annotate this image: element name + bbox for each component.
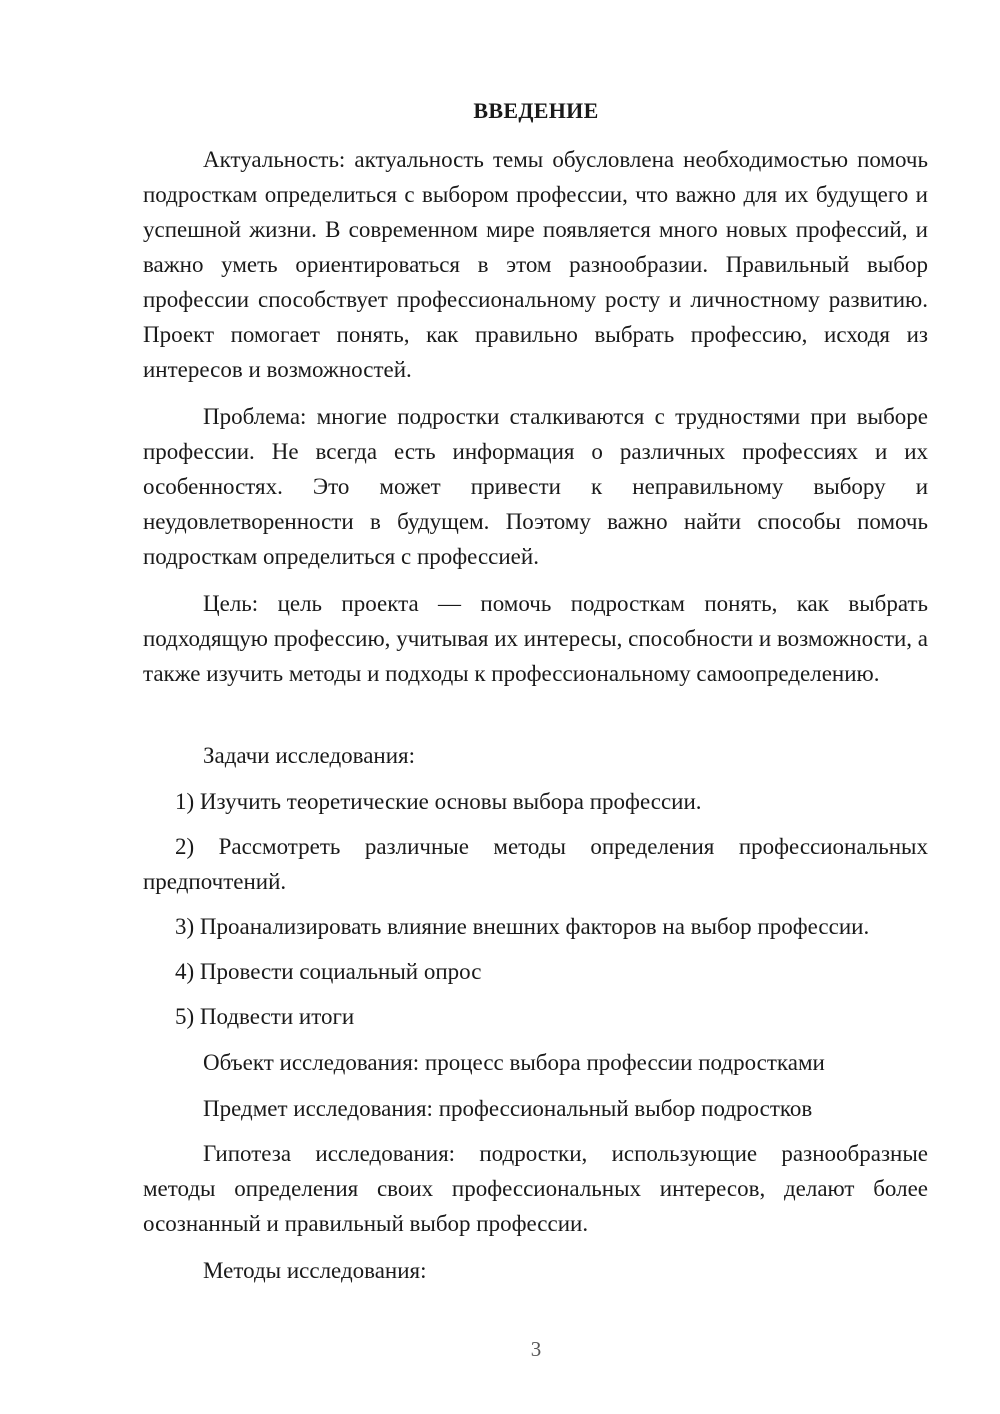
task-item: 2) Рассмотреть различные методы определения профессиональных предпочтений. [143, 834, 928, 894]
tasks-title: Задачи исследования: [203, 743, 416, 768]
task-item: 4) Провести социальный опрос [175, 959, 482, 984]
task-item: 5) Подвести итоги [175, 1004, 355, 1029]
task-item: 3) Проанализировать влияние внешних факторов на выбор профессии. [175, 914, 870, 939]
task-item: 1) Изучить теоретические основы выбора профессии. [175, 789, 702, 814]
methods-title: Методы исследования: [203, 1258, 427, 1283]
relevance-paragraph: Актуальность: актуальность темы обусловлена необходимостью помочь подросткам определиться с выбором профессии, что важно для их будущего и успешной жизни. В современном мире появляется много новых профессий, и важно уметь ориентироваться в этом разнообразии. Правильный выбор профессии способствует профессиональному росту и личностному развитию. Проект помогает понять, как правильно выбрать профессию, исходя из интересов и возможностей. [143, 147, 928, 382]
object-paragraph: Объект исследования: процесс выбора профессии подростками [203, 1050, 825, 1075]
section-heading: ВВЕДЕНИЕ [473, 98, 599, 123]
subject-paragraph: Предмет исследования: профессиональный выбор подростков [203, 1096, 813, 1121]
goal-paragraph: Цель: цель проекта — помочь подросткам понять, как выбрать подходящую профессию, учитывая их интересы, способности и возможности, а также изучить методы и подходы к профессиональному самоопределению. [143, 591, 928, 686]
hypothesis-paragraph: Гипотеза исследования: подростки, использующие разнообразные методы определения своих профессиональных интересов, делают более осознанный и правильный выбор профессии. [143, 1141, 928, 1236]
problem-paragraph: Проблема: многие подростки сталкиваются с трудностями при выборе профессии. Не всегда есть информация о различных профессиях и их особенностях. Это может привести к неправильному выбору и неудовлетворенности в будущем. Поэтому важно найти способы помочь подросткам определиться с профессией. [143, 404, 928, 569]
page-number: 3 [530, 1337, 542, 1361]
